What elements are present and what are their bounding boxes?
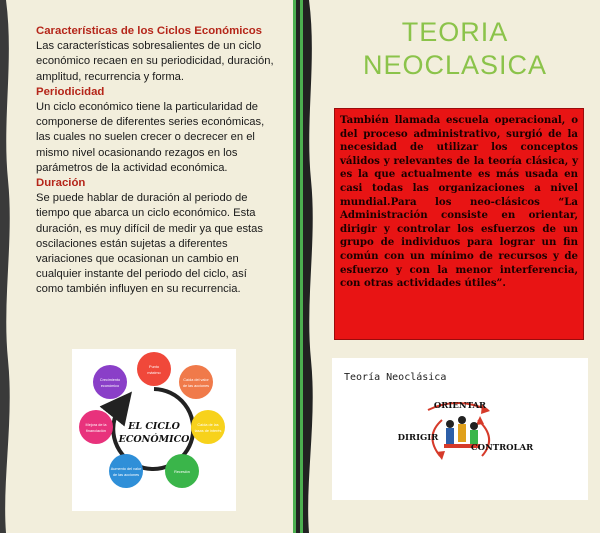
cycle-node-circle	[79, 410, 113, 444]
paragraph-duracion: Se puede hablar de duración al periodo de tiempo que abarca un ciclo económico. Esta duración, es muy difícil de medir ya que estas oscilaciones están sujetas a diferentes variaciones que ocasionan un cambio en cualquier instante del periodo del ciclo, así como también influyen en su recurrencia.	[36, 192, 263, 296]
cycle-node	[109, 454, 143, 488]
cycle-node-label: Caída del valor	[183, 378, 209, 382]
cycle-center-label-1: EL CICLO	[128, 421, 180, 432]
cycle-node-label: financiación	[85, 429, 107, 433]
heading-periodicidad: Periodicidad	[36, 85, 105, 98]
cycle-center-label-2: ECONÓMICO	[118, 434, 190, 445]
paragraph-caracteristicas: Las características sobresalientes de un ciclo económico recaen en su periodicidad, duración, amplitud, recurrencia y forma.	[36, 40, 274, 83]
title-line-2: NEOCLASICA	[362, 50, 548, 80]
word-controlar: CONTROLAR	[470, 443, 534, 453]
cycle-node	[137, 352, 171, 386]
cycle-node-circle	[179, 365, 213, 399]
page-title	[330, 16, 580, 82]
cycle-node	[165, 454, 199, 488]
cycle-node-circle	[191, 410, 225, 444]
neoclassical-image	[332, 358, 588, 500]
cycle-node-label: de las acciones	[112, 473, 140, 477]
definition-box: También llamada escuela operacional, o del proceso administrativo, surgió de la necesidad de utilizar los conceptos válidos y relevantes de la teoría clásica, y es la que actualmente es más usada en casi todas las organizaciones a nivel mundial.Para los neo-clásicos “La Administración consiste en orientar, dirigir y controlar los esfuerzos de un grupo de individuos para lograr un fin común con un mínimo de recursos y de esfuerzo y con la menor interferencia, con otras actividades útiles”.	[334, 108, 584, 340]
page-edge-wave	[0, 0, 14, 533]
cycle-node	[191, 410, 225, 444]
cycle-node	[179, 365, 213, 399]
word-orientar: ORIENTAR	[433, 401, 487, 411]
title-line-1: TEORIA	[401, 17, 509, 47]
heading-caracteristicas: Características de los Ciclos Económicos	[36, 25, 263, 37]
book-spine	[293, 0, 303, 533]
cycle-node-label: Caída de las	[197, 423, 219, 427]
cycle-node-label: económico	[100, 384, 120, 388]
cycle-node-label: de las acciones	[182, 384, 210, 388]
cycle-node-label: tasas de interés	[194, 429, 222, 433]
heading-duracion: Duración	[36, 177, 86, 190]
cycle-node	[79, 410, 113, 444]
cycle-node-label: Mejora de la	[85, 423, 107, 427]
cycle-node-label: Crecimiento	[99, 378, 121, 382]
page-edge-wave	[303, 0, 317, 533]
cycle-node-label: Aumento del valor	[110, 467, 142, 471]
economic-cycle-diagram	[72, 349, 236, 511]
cycle-node-circle	[137, 352, 171, 386]
neo-image-caption: Teoría Neoclásica	[344, 372, 447, 383]
left-text-column	[36, 24, 276, 298]
cycle-node-label: Recesión	[174, 470, 190, 474]
paragraph-periodicidad: Un ciclo económico tiene la particularidad de componerse de diferentes series económicas, las cuales no suelen crecer o decrecer en el mismo nivel ocasionando rezagos en los parámetros de la actividad económica.	[36, 101, 265, 174]
cycle-svg	[72, 349, 236, 511]
cycle-node	[93, 365, 127, 399]
word-dirigir: DIRIGIR	[397, 433, 439, 443]
cycle-node-label: máximo	[147, 371, 161, 375]
cycle-node-circle	[93, 365, 127, 399]
cycle-node-label: Punto	[149, 365, 159, 369]
cycle-node-circle	[109, 454, 143, 488]
